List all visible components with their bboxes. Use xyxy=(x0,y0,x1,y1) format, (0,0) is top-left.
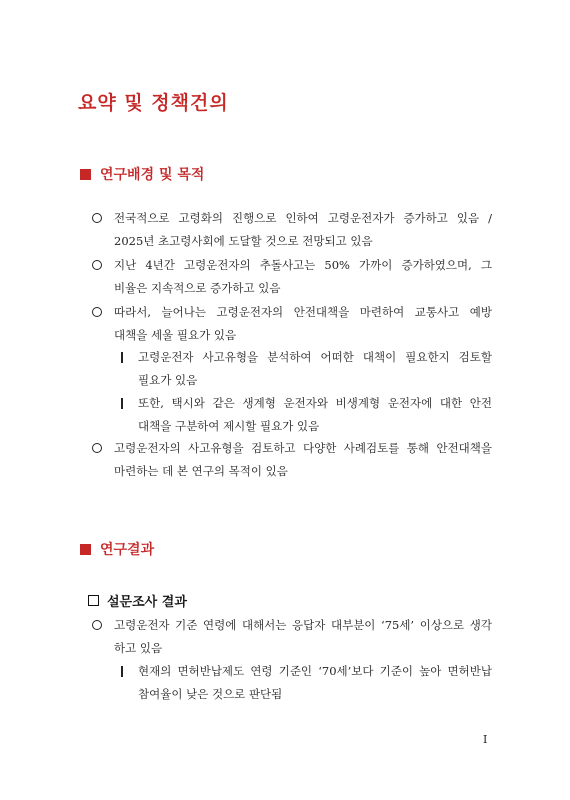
section-heading-results xyxy=(80,539,154,559)
red-square-bullet-icon xyxy=(80,169,91,180)
empty-square-bullet-icon xyxy=(88,595,99,606)
list-item: 따라서, 늘어나는 고령운전자의 안전대책을 마련하여 교통사고 예방 대책을 세울 필요가 있음 xyxy=(92,301,492,347)
sub-list-item: 현재의 면허반납제도 연령 기준인 ‘70세’보다 기준이 높아 면허반납 참여율이 낮은 것으로 판단됨 xyxy=(118,660,492,706)
circle-bullet-icon xyxy=(92,614,102,638)
circle-bullet-icon xyxy=(92,254,102,278)
circle-bullet-icon xyxy=(92,437,102,461)
page-number: I xyxy=(483,733,488,746)
list-item: 전국적으로 고령화의 진행으로 인하여 고령운전자가 증가하고 있음 / 2025년 초고령사회에 도달할 것으로 전망되고 있음 xyxy=(92,207,492,253)
section-heading-text: 연구배경 및 목적 xyxy=(100,167,205,183)
section-heading-text: 연구결과 xyxy=(100,542,155,558)
bar-bullet-icon xyxy=(118,392,123,417)
list-item: 지난 4년간 고령운전자의 추돌사고는 50% 가까이 증가하였으며, 그 비율은 지속적으로 증가하고 있음 xyxy=(92,254,492,300)
sub-list-item: 또한, 택시와 같은 생계형 운전자와 비생계형 운전자에 대한 안전 대책을 구분하여 제시할 필요가 있음 xyxy=(118,392,492,438)
bar-bullet-icon xyxy=(118,660,123,685)
bar-bullet-icon xyxy=(118,346,123,371)
red-square-bullet-icon xyxy=(80,544,91,555)
list-item: 고령운전자의 사고유형을 검토하고 다양한 사례검토를 통해 안전대책을 마련하는 데 본 연구의 목적이 있음 xyxy=(92,437,492,483)
circle-bullet-icon xyxy=(92,207,102,231)
sub-list-item: 고령운전자 사고유형을 분석하여 어떠한 대책이 필요한지 검토할 필요가 있음 xyxy=(118,346,492,392)
circle-bullet-icon xyxy=(92,301,102,325)
section-heading-background xyxy=(80,164,204,184)
subheading-text: 설문조사 결과 xyxy=(107,595,187,610)
subheading-survey-results xyxy=(88,591,187,610)
page-title: 요약 및 정책건의 xyxy=(78,92,229,114)
list-item: 고령운전자 기준 연령에 대해서는 응답자 대부분이 ‘75세’ 이상으로 생각 하고 있음 xyxy=(92,614,492,660)
